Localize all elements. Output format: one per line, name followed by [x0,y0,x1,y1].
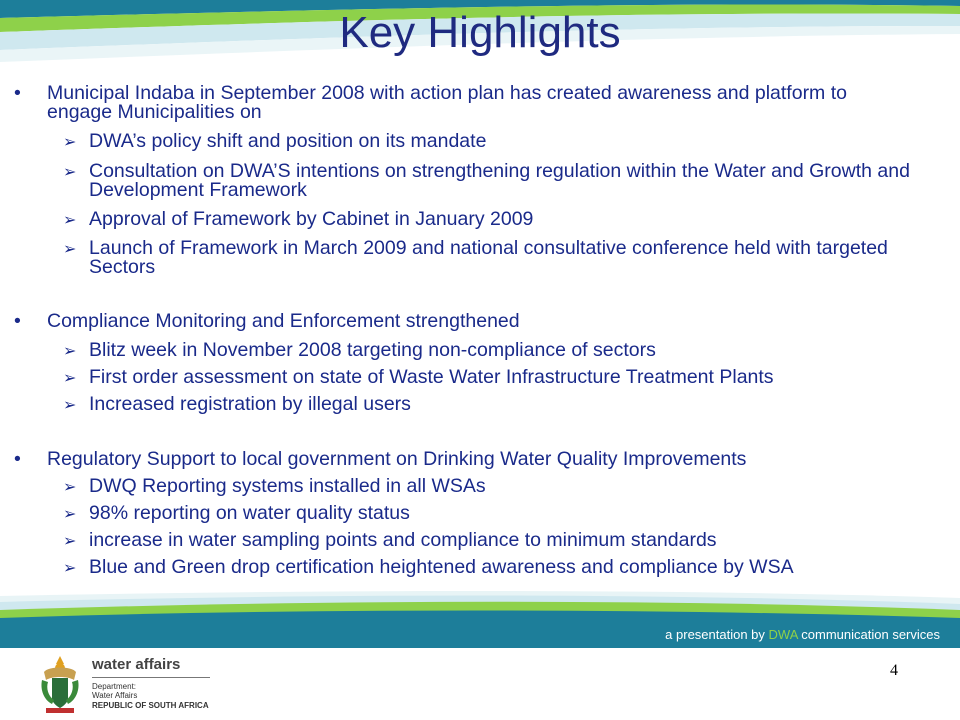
arrow-bullet-icon: ➢ [63,370,77,387]
arrow-bullet-icon: ➢ [63,212,77,229]
logo-country: REPUBLIC OF SOUTH AFRICA [92,701,209,710]
arrow-bullet-icon: ➢ [63,397,77,414]
slide-title: Key Highlights [339,8,621,57]
sub-item-text: Increased registration by illegal users [89,393,411,415]
bullet-dot-icon: • [14,310,21,332]
logo-dept-line1: Department: [92,682,137,691]
sub-item-text: 98% reporting on water quality status [89,502,410,524]
page-number: 4 [890,662,898,679]
arrow-bullet-icon: ➢ [63,241,77,258]
bullet-dot-icon: • [14,448,21,470]
logo-title: water affairs [92,656,181,673]
bullet-dot-icon: • [14,82,21,104]
arrow-bullet-icon: ➢ [63,343,77,360]
bullet-text: Regulatory Support to local government on Drinking Water Quality Improvements [47,448,747,470]
sub-item-text: First order assessment on state of Waste Water Infrastructure Treatment Plants [89,366,774,388]
sub-item-text: Launch of Framework in March 2009 and national consultative conference held with targeted Sectors [89,237,888,278]
logo-dept-line2: Water Affairs [92,691,138,700]
arrow-bullet-icon: ➢ [63,560,77,577]
arrow-bullet-icon: ➢ [63,134,77,151]
arrow-bullet-icon: ➢ [63,164,77,181]
tagline-brand: DWA [768,627,798,642]
bullet-text: Municipal Indaba in September 2008 with action plan has created awareness and platform to engage Municipalities on [47,82,847,123]
arrow-bullet-icon: ➢ [63,533,77,550]
sub-item-text: increase in water sampling points and compliance to minimum standards [89,529,717,551]
presentation-tagline [665,627,940,642]
logo-divider [92,677,210,678]
sub-item-text: DWA’s policy shift and position on its mandate [89,130,487,152]
coat-of-arms-icon [34,652,86,716]
sub-item-text: Approval of Framework by Cabinet in January 2009 [89,208,534,230]
sub-item-text: DWQ Reporting systems installed in all WSAs [89,475,486,497]
logo-department [92,682,137,700]
arrow-bullet-icon: ➢ [63,506,77,523]
tagline-prefix: a presentation by [665,627,769,642]
sub-item-text: Blitz week in November 2008 targeting non-compliance of sectors [89,339,656,361]
sub-item-text: Consultation on DWA’S intentions on strengthening regulation within the Water and Growth and Development Framework [89,160,910,201]
arrow-bullet-icon: ➢ [63,479,77,496]
bullet-text: Compliance Monitoring and Enforcement strengthened [47,310,520,332]
sub-item-text: Blue and Green drop certification heightened awareness and compliance by WSA [89,556,794,578]
tagline-suffix: communication services [797,627,940,642]
